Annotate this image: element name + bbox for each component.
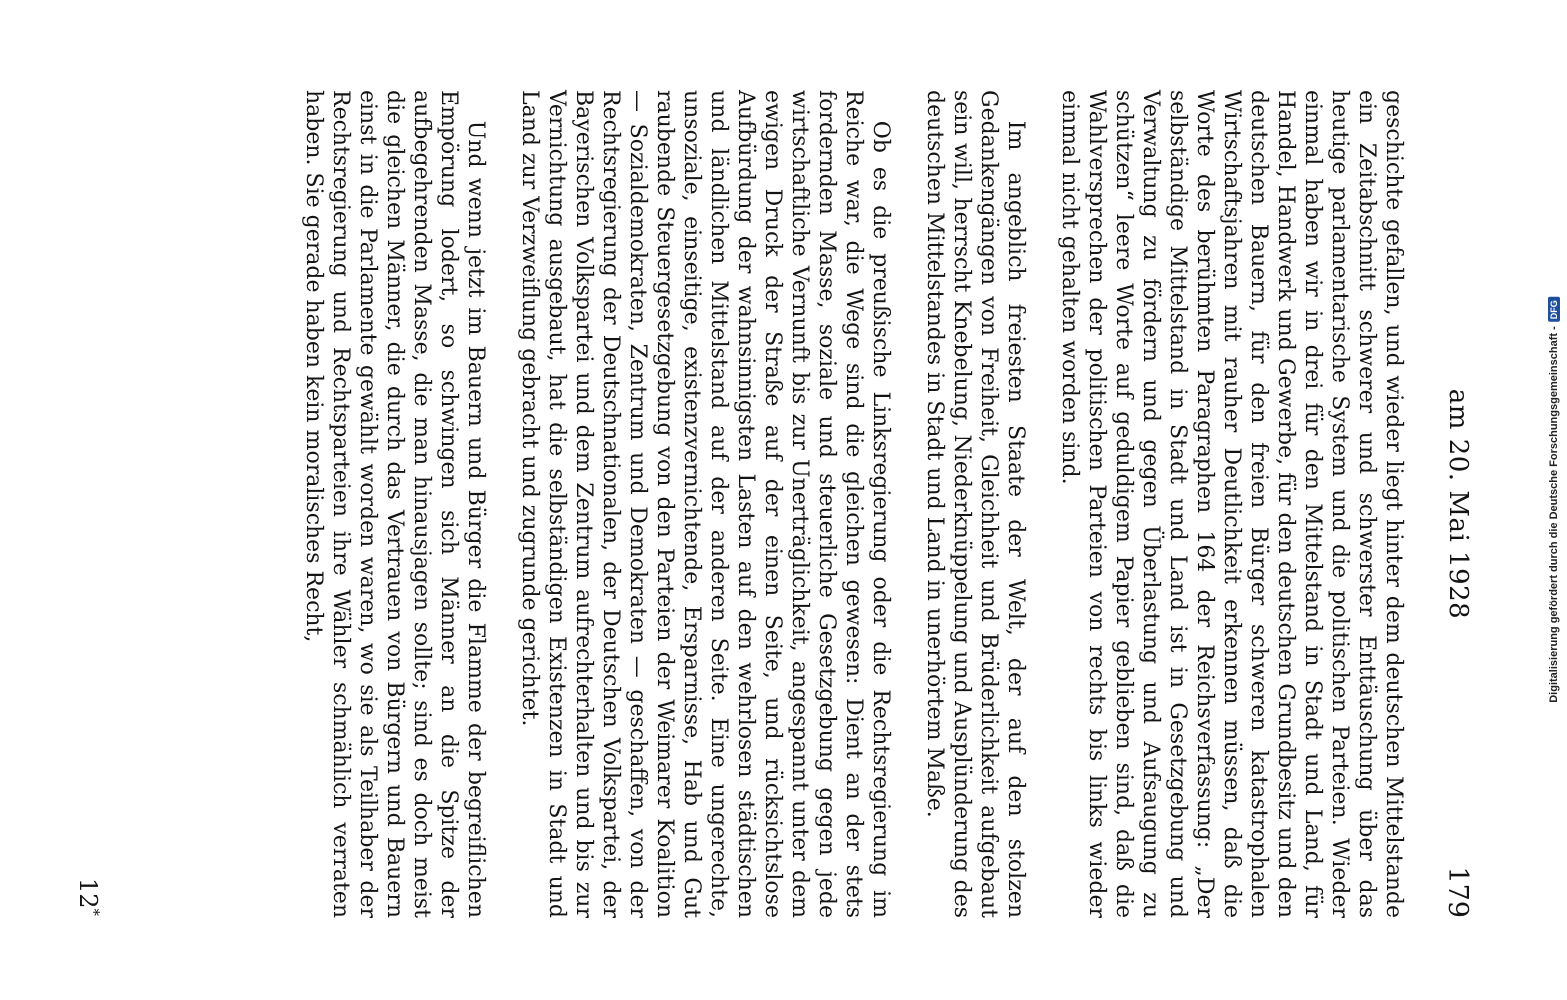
- credit-text: Digitalisierung gefördert durch die Deutsche Forschungsgemeinschaft -: [1548, 326, 1560, 703]
- signature-number: 12: [74, 877, 102, 909]
- body-text: [300, 90, 1407, 918]
- paragraph-3: Ob es die preußische Linksregierung oder die Rechtsregierung im Reiche war, die Wege sind die gleichen gewesen: Dient an der stets fordernden Masse, soziale und steuerliche Gesetzgebung gegen jede wirtschaftliche Vernunft bis zur Unerträglichkeit, angespannt unter dem ewigen Druck der Straße auf der einen Seite, und rücksichtslose Aufbürdung der wahnsinnigsten Lasten auf den wehrlosen städtischen und ländlichen Mittelstand auf der anderen Seite. Eine ungerechte, unsoziale, einseitige, existenzvernichtende, Ersparnisse, Hab und Gut raubende Steuergesetzgebung von den Parteien der Weimarer Koalition — Sozialdemokraten, Zentrum und Demokraten — geschaffen, von der Rechtsregierung der Deutschnationalen, der Deutschen Volkspartei, der Bayerischen Volkspartei und dem Zentrum aufrechterhalten und bis zur Vernichtung ausgebaut, hat die selbständigen Existenzen in Stadt und Land zur Verzweiflung gebracht und zugrunde gerichtet.: [517, 90, 893, 918]
- running-head: am 20. Mai 1928: [1443, 388, 1473, 620]
- signature-asterisk: *: [85, 908, 103, 916]
- page-header: [1433, 90, 1473, 918]
- paragraph-4: Und wenn jetzt im Bauern und Bürger die Flamme der begreiflichen Empörung lodert, so schwingen sich Männer an die Spitze der aufbegehrenden Masse, die man hinausjagen sollte; sind es doch meist die gleichen Männer, die durch das Vertrauen von Bürgern und Bauern einst in die Parlamente gewählt worden waren, wo sie als Teilhaber der Rechtsregierung und Rechtsparteien ihre Wähler schmählich verraten haben. Sie gerade haben kein moralisches Recht,: [301, 90, 488, 918]
- page-number: 179: [1442, 866, 1473, 918]
- digitization-credit: [1543, 0, 1565, 1000]
- paragraph-2: Im angeblich freiesten Staate der Welt, der auf den stolzen Gedankengängen von Freiheit, Gleichheit und Brüderlichkeit aufgebaut sein will, herrscht Knebelung, Niederknüppelung und Ausplünderung des deutschen Mittelstandes in Stadt und Land in unerhörtem Maße.: [922, 90, 1028, 918]
- paragraph-1: geschichte gefallen, und wieder liegt hinter dem deutschen Mittelstande ein Zeitabschnitt schwerer und schwerster Enttäuschung über das heutige parlamentarische System und die politischen Parteien. Wieder einmal haben wir in drei für den Mittelstand in Stadt und Land, für Handel, Handwerk und Gewerbe, für den deutschen Grundbesitz und den deutschen Bauern, für den freien Bürger schweren katastrophalen Wirtschaftsjahren mit rauher Deutlichkeit erkennen müssen, daß die Worte des berühmten Paragraphen 164 der Reichsverfassung: „Der selbständige Mittelstand in Stadt und Land ist in Gesetzgebung und Verwaltung zu fördern und gegen Überlastung und Aufsaugung zu schützen“ leere Worte auf geduldigem Papier geblieben sind, daß die Wahlversprechen der politischen Parteien von rechts bis links wieder einmal nicht gehalten worden sind.: [1057, 90, 1406, 918]
- dfg-logo-icon: DFG: [1548, 297, 1560, 322]
- signature-mark: [74, 878, 103, 916]
